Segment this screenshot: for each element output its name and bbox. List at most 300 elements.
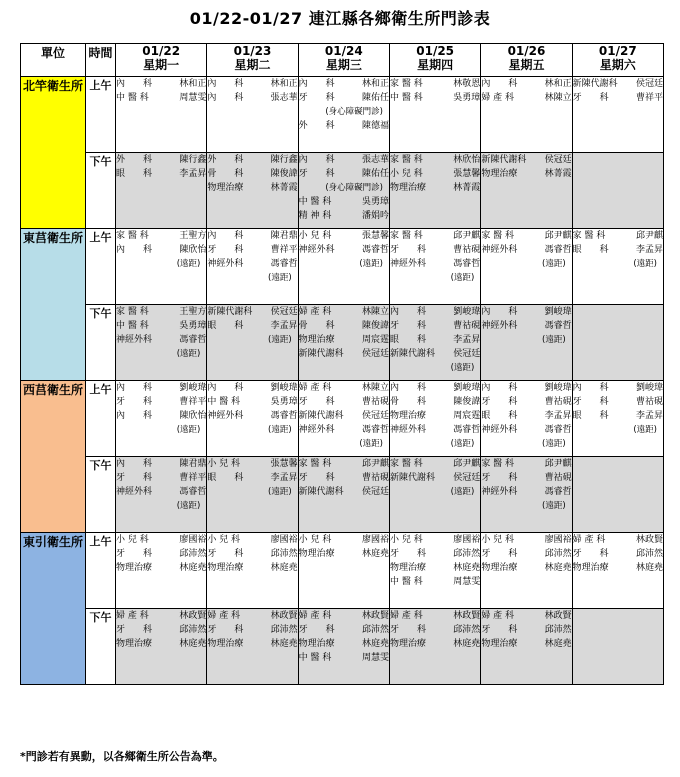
clinic-entry [299, 77, 389, 91]
doctor-name: 邱沛然 [453, 625, 481, 635]
clinic-entry [390, 395, 480, 409]
department: 物理治療 [481, 639, 518, 649]
clinic-entry [116, 229, 206, 243]
department: 牙 科 [116, 549, 153, 559]
clinic-entry [299, 91, 389, 105]
doctor-name: 曹祥平 [270, 245, 298, 255]
doctor-name: 邱尹麒 [544, 231, 572, 241]
department: 物理治療 [116, 563, 153, 573]
period-label: 下午 [86, 305, 116, 381]
schedule-cell [207, 229, 298, 305]
doctor-name: 馮睿哲 [453, 259, 481, 269]
department: 物理治療 [389, 411, 426, 421]
doctor-name: 侯冠廷 [361, 487, 389, 497]
doctor-name: 李孟昇 [453, 335, 481, 345]
department: 牙 科 [481, 473, 518, 483]
doctor-name: 曹祜硯 [635, 397, 663, 407]
doctor-name: 吳勇璋 [179, 321, 207, 331]
page-title: 01/22-01/27 連江縣各鄉衛生所門診表 [189, 9, 491, 28]
doctor-name: 林陳立 [361, 307, 389, 317]
clinic-entry [116, 319, 206, 333]
entry-note: (遠距) [268, 273, 292, 283]
doctor-name: 林庭堯 [544, 639, 572, 649]
department: 牙 科 [572, 93, 609, 103]
day-header [207, 44, 298, 77]
schedule-cell [207, 533, 298, 609]
day-date: 01/27 [598, 44, 637, 58]
department: 內 科 [207, 93, 244, 103]
doctor-name: 潘娟吟 [361, 211, 389, 221]
doctor-name: 曹祜硯 [453, 321, 481, 331]
schedule-cell [389, 153, 480, 229]
doctor-name: 林政賢 [544, 611, 572, 621]
department: 牙 科 [116, 397, 153, 407]
doctor-name: 林菁霞 [453, 183, 481, 193]
clinic-entry [573, 77, 663, 91]
schedule-cell [116, 381, 207, 457]
doctor-name: 林菁霞 [270, 183, 298, 193]
schedule-cell [572, 77, 663, 153]
schedule-cell [298, 305, 389, 381]
doctor-name: 李孟昇 [635, 411, 663, 421]
doctor-name: 張志華 [361, 155, 389, 165]
department: 婦 產 科 [298, 383, 332, 393]
department: 牙 科 [298, 397, 335, 407]
clinic-entry [207, 381, 297, 395]
department: 婦 產 科 [116, 611, 149, 621]
department: 內 科 [116, 383, 153, 393]
clinic-entry [481, 305, 571, 319]
entry-note: (遠距) [268, 425, 292, 435]
clinic-entry [299, 637, 389, 651]
department: 牙 科 [298, 473, 335, 483]
doctor-name: 張慧馨 [453, 169, 481, 179]
clinic-entry [390, 333, 480, 347]
clinic-entry [299, 485, 389, 499]
day-header [298, 44, 389, 77]
clinic-entry [299, 471, 389, 485]
clinic-entry [573, 533, 663, 547]
time-header: 時間 [86, 44, 116, 77]
doctor-name: 劉峻瑋 [544, 307, 572, 317]
period-label: 上午 [86, 533, 116, 609]
period-label: 下午 [86, 457, 116, 533]
clinic-entry [299, 609, 389, 623]
doctor-name: 李孟昇 [635, 245, 663, 255]
doctor-name: 侯冠廷 [544, 155, 572, 165]
clinic-entry [116, 637, 206, 651]
department: 牙 科 [116, 625, 153, 635]
department: 小 兒 科 [481, 535, 515, 545]
clinic-entry [481, 409, 571, 423]
doctor-name: 邱尹麒 [544, 459, 572, 469]
entry-note: (遠距) [176, 259, 201, 269]
doctor-name: 張志華 [270, 93, 298, 103]
doctor-name: 馮睿哲 [361, 425, 389, 435]
department: 家 醫 科 [389, 79, 423, 89]
doctor-name: 林庭堯 [270, 563, 298, 573]
doctor-name: 周宸霆 [361, 335, 389, 345]
department: 家 醫 科 [116, 307, 149, 317]
doctor-name: 林政賢 [270, 611, 298, 621]
department: 神經外科 [481, 425, 518, 435]
clinic-entry [390, 153, 480, 167]
doctor-name: 陳德福 [361, 121, 389, 131]
schedule-cell [481, 381, 572, 457]
clinic-entry [299, 167, 389, 181]
clinic-entry [207, 637, 297, 651]
clinic-entry [299, 347, 389, 361]
day-header [389, 44, 480, 77]
doctor-name: 林陳立 [361, 383, 389, 393]
clinic-entry [116, 91, 206, 105]
doctor-name: 劉峻瑋 [544, 383, 572, 393]
doctor-name: 林政賢 [361, 611, 389, 621]
schedule-row-am [21, 533, 664, 609]
clinic-entry [390, 533, 480, 547]
clinic-entry [481, 77, 571, 91]
department: 家 醫 科 [481, 459, 515, 469]
department: 婦 產 科 [298, 307, 332, 317]
doctor-name: 林菁霞 [544, 169, 572, 179]
department: 牙 科 [572, 397, 609, 407]
clinic-entry [299, 243, 389, 257]
clinic-entry [481, 547, 571, 561]
department: 小 兒 科 [389, 169, 423, 179]
department: 家 醫 科 [389, 155, 423, 165]
department: 新陳代謝科 [389, 349, 435, 359]
schedule-row-pm [21, 457, 664, 533]
department: 骨 科 [298, 321, 335, 331]
department: 神經外科 [207, 411, 244, 421]
clinic-entry [299, 209, 389, 223]
department: 物理治療 [481, 563, 518, 573]
schedule-cell [298, 457, 389, 533]
schedule-cell [572, 533, 663, 609]
department: 內 科 [572, 383, 609, 393]
doctor-name: 吳勇璋 [270, 397, 298, 407]
schedule-cell [116, 305, 207, 381]
clinic-entry [481, 243, 571, 257]
doctor-name: 王聖方 [179, 231, 207, 241]
clinic-entry [481, 623, 571, 637]
doctor-name: 馮睿哲 [544, 425, 572, 435]
clinic-entry [299, 533, 389, 547]
clinic-entry [481, 609, 571, 623]
clinic-entry [207, 229, 297, 243]
department: 牙 科 [572, 549, 609, 559]
schedule-cell [389, 381, 480, 457]
day-weekday: 星期一 [143, 58, 180, 72]
doctor-name: 廖國裕 [270, 535, 298, 545]
doctor-name: 侯冠廷 [453, 349, 481, 359]
clinic-entry [390, 547, 480, 561]
clinic-entry [573, 561, 663, 575]
doctor-name: 林庭堯 [361, 639, 389, 649]
clinic-entry [299, 457, 389, 471]
schedule-cell [389, 305, 480, 381]
clinic-entry [207, 153, 297, 167]
clinic-entry [481, 395, 571, 409]
schedule-cell [207, 153, 298, 229]
department: 婦 產 科 [481, 93, 515, 103]
clinic-entry [299, 381, 389, 395]
entry-note: (遠距) [450, 439, 475, 449]
clinic-entry [481, 533, 571, 547]
schedule-cell [116, 609, 207, 685]
entry-note: (遠距) [359, 259, 383, 269]
entry-note: (遠距) [176, 501, 201, 511]
doctor-name: 周慧雯 [361, 653, 389, 663]
department: 牙 科 [298, 169, 335, 179]
clinic-name: 東引衛生所 [21, 533, 86, 685]
department: 物理治療 [389, 639, 426, 649]
doctor-name: 邱沛然 [544, 625, 572, 635]
clinic-entry [573, 381, 663, 395]
schedule-cell [298, 533, 389, 609]
clinic-entry [299, 423, 389, 437]
header-row [21, 44, 664, 77]
schedule-cell [572, 457, 663, 533]
department: 神經外科 [298, 245, 335, 255]
clinic-entry [390, 457, 480, 471]
schedule-cell [389, 457, 480, 533]
department: 家 醫 科 [389, 231, 423, 241]
clinic-entry [390, 91, 480, 105]
doctor-name: 廖國裕 [453, 535, 481, 545]
clinic-entry [207, 167, 297, 181]
department: 眼 科 [389, 335, 426, 345]
entry-note: (遠距) [633, 259, 657, 269]
department: 物理治療 [207, 183, 244, 193]
day-weekday: 星期六 [599, 58, 636, 72]
clinic-entry [299, 395, 389, 409]
department: 神經外科 [481, 321, 518, 331]
clinic-entry [481, 229, 571, 243]
schedule-row-am [21, 77, 664, 153]
clinic-entry [390, 423, 480, 437]
clinic-entry [390, 181, 480, 195]
doctor-name: 周慧雯 [453, 577, 481, 587]
period-label: 下午 [86, 153, 116, 229]
department: 物理治療 [298, 335, 335, 345]
doctor-name: 邱尹麒 [635, 231, 663, 241]
schedule-cell [116, 533, 207, 609]
department: 婦 產 科 [298, 611, 332, 621]
doctor-name: 邱尹麒 [361, 459, 389, 469]
clinic-entry [116, 609, 206, 623]
department: 物理治療 [298, 639, 335, 649]
doctor-name: 邱沛然 [270, 625, 298, 635]
doctor-name: 周慧雯 [179, 93, 207, 103]
day-header [116, 44, 207, 77]
doctor-name: 李孟昇 [270, 473, 298, 483]
clinic-entry [390, 167, 480, 181]
clinic-entry [390, 381, 480, 395]
clinic-entry [390, 77, 480, 91]
schedule-row-pm [21, 609, 664, 685]
schedule-cell [298, 77, 389, 153]
clinic-entry [390, 471, 480, 485]
schedule-cell [481, 77, 572, 153]
entry-note: (遠距) [542, 501, 566, 511]
department: 家 醫 科 [389, 459, 423, 469]
schedule-cell [207, 457, 298, 533]
schedule-cell [572, 305, 663, 381]
department: 新陳代謝科 [389, 473, 435, 483]
clinic-entry [299, 119, 389, 133]
day-date: 01/23 [233, 44, 272, 58]
department: 物理治療 [116, 639, 153, 649]
clinic-entry [390, 637, 480, 651]
department: 眼 科 [116, 169, 153, 179]
department: 中 醫 科 [298, 197, 332, 207]
clinic-entry [390, 609, 480, 623]
doctor-name: 廖國裕 [179, 535, 207, 545]
doctor-name: 馮睿哲 [544, 487, 572, 497]
doctor-name: 邱沛然 [453, 549, 481, 559]
department: 小 兒 科 [207, 535, 241, 545]
department: 新陳代謝科 [298, 411, 344, 421]
department: 眼 科 [207, 473, 244, 483]
clinic-entry [207, 547, 297, 561]
doctor-name: 馮睿哲 [361, 245, 389, 255]
department: 物理治療 [572, 563, 609, 573]
entry-note: (遠距) [268, 335, 292, 345]
doctor-name: 邱沛然 [179, 549, 207, 559]
department: 物理治療 [481, 169, 518, 179]
entry-note: (身心障礙門診) [325, 107, 383, 117]
department: 內 科 [481, 79, 518, 89]
schedule-cell [572, 153, 663, 229]
clinic-entry [481, 167, 571, 181]
clinic-entry [116, 333, 206, 347]
period-label: 上午 [86, 381, 116, 457]
doctor-name: 侯冠廷 [453, 473, 481, 483]
department: 牙 科 [207, 245, 244, 255]
doctor-name: 陳欣怡 [179, 411, 207, 421]
schedule-cell [116, 153, 207, 229]
doctor-name: 林和正 [270, 79, 298, 89]
department: 神經外科 [481, 245, 518, 255]
doctor-name: 陳欣怡 [179, 245, 207, 255]
clinic-entry [116, 561, 206, 575]
department: 物理治療 [207, 563, 244, 573]
clinic-entry [116, 409, 206, 423]
entry-note: (遠距) [176, 349, 201, 359]
entry-note: (遠距) [176, 425, 201, 435]
entry-note: (遠距) [542, 259, 566, 269]
doctor-name: 曹祜硯 [361, 397, 389, 407]
clinic-entry [116, 77, 206, 91]
period-label: 下午 [86, 609, 116, 685]
clinic-entry [299, 229, 389, 243]
clinic-entry [116, 457, 206, 471]
doctor-name: 吳勇璋 [453, 93, 481, 103]
clinic-entry [481, 471, 571, 485]
doctor-name: 邱沛然 [270, 549, 298, 559]
doctor-name: 馮睿哲 [453, 425, 481, 435]
department: 神經外科 [116, 487, 153, 497]
entry-note: (遠距) [542, 439, 566, 449]
doctor-name: 陳俊諱 [453, 397, 481, 407]
doctor-name: 邱沛然 [544, 549, 572, 559]
period-label: 上午 [86, 229, 116, 305]
doctor-name: 林政賢 [635, 535, 663, 545]
department: 中 醫 科 [207, 397, 241, 407]
clinic-name: 東莒衛生所 [21, 229, 86, 381]
doctor-name: 陳行鑫 [270, 155, 298, 165]
department: 神經外科 [116, 335, 153, 345]
doctor-name: 曹祜硯 [453, 245, 481, 255]
clinic-entry [116, 305, 206, 319]
clinic-entry [116, 381, 206, 395]
department: 眼 科 [207, 321, 244, 331]
clinic-entry [573, 395, 663, 409]
department: 婦 產 科 [481, 611, 515, 621]
department: 骨 科 [389, 397, 426, 407]
department: 家 醫 科 [298, 459, 332, 469]
department: 內 科 [298, 79, 335, 89]
department: 新陳代謝科 [572, 79, 618, 89]
clinic-entry [116, 167, 206, 181]
clinic-entry [390, 305, 480, 319]
department: 內 科 [481, 307, 518, 317]
clinic-entry [573, 409, 663, 423]
doctor-name: 馮睿哲 [179, 335, 207, 345]
department: 骨 科 [207, 169, 244, 179]
department: 牙 科 [389, 549, 426, 559]
unit-header: 單位 [21, 44, 86, 77]
doctor-name: 周宸霆 [453, 411, 481, 421]
doctor-name: 劉峻瑋 [453, 307, 481, 317]
department: 中 醫 科 [389, 93, 423, 103]
day-header [572, 44, 663, 77]
doctor-name: 林庭堯 [453, 563, 481, 573]
doctor-name: 陳俊諱 [361, 321, 389, 331]
entry-note: (遠距) [268, 487, 292, 497]
department: 牙 科 [481, 549, 518, 559]
doctor-name: 廖國裕 [361, 535, 389, 545]
doctor-name: 邱尹麒 [453, 459, 481, 469]
department: 小 兒 科 [207, 459, 241, 469]
doctor-name: 曹祥平 [179, 397, 207, 407]
doctor-name: 侯冠廷 [361, 349, 389, 359]
department: 小 兒 科 [298, 535, 332, 545]
department: 中 醫 科 [116, 93, 149, 103]
schedule-row-am [21, 229, 664, 305]
schedule-cell [116, 229, 207, 305]
schedule-cell [389, 77, 480, 153]
clinic-entry [116, 471, 206, 485]
department: 物理治療 [207, 639, 244, 649]
doctor-name: 廖國裕 [544, 535, 572, 545]
department: 家 醫 科 [572, 231, 606, 241]
schedule-cell [481, 229, 572, 305]
doctor-name: 林政賢 [179, 611, 207, 621]
clinic-name: 北竿衛生所 [21, 77, 86, 229]
doctor-name: 曹祜硯 [544, 473, 572, 483]
clinic-entry [299, 409, 389, 423]
clinic-entry [299, 195, 389, 209]
schedule-cell [572, 381, 663, 457]
schedule-cell [572, 609, 663, 685]
doctor-name: 林庭堯 [635, 563, 663, 573]
clinic-entry [299, 547, 389, 561]
doctor-name: 劉峻瑋 [635, 383, 663, 393]
clinic-entry [299, 153, 389, 167]
doctor-name: 馮睿哲 [270, 259, 298, 269]
